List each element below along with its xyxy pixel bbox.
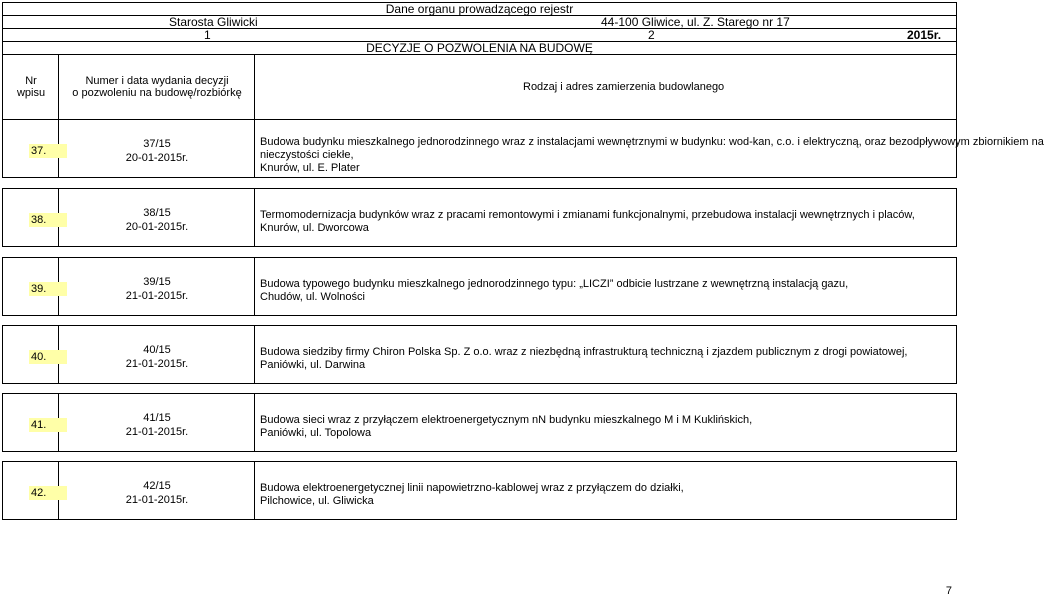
column-index-1: 1 [204, 28, 211, 42]
decision-number: 40/15 [143, 344, 171, 356]
entry-decision-cell [59, 189, 255, 246]
register-subtitle-text: DECYZJE O POZWOLENIA NA BUDOWĘ [366, 41, 593, 55]
column-headers [2, 54, 957, 120]
register-year: 2015r. [907, 28, 942, 42]
entry-decision-cell [59, 394, 255, 451]
entry-decision-cell [59, 258, 255, 315]
register-title [2, 2, 957, 16]
register-entry-row [2, 393, 957, 452]
entry-description-cell [255, 394, 956, 451]
entry-nr-cell [3, 120, 59, 177]
entry-description-line: Budowa budynku mieszkalnego jednorodzinnego wraz z instalacjami wewnętrznymi w budynku: wod-kan, c.o. i elektryczną, oraz bezodpływowym zbiornikiem na [260, 136, 1044, 148]
register-title-text: Dane organu prowadzącego rejestr [385, 2, 574, 16]
column-header-decision [59, 55, 255, 119]
entry-description-line: Budowa elektroenergetycznej linii napowietrzno-kablowej wraz z przyłączem do działki, [260, 482, 684, 494]
register-entry-row [2, 257, 957, 316]
entry-nr-cell [3, 258, 59, 315]
column-header-decision-line2: o pozwoleniu na budowę/rozbiórkę [72, 87, 242, 99]
entry-description-cell [255, 189, 956, 246]
entry-nr: 42. [29, 486, 67, 500]
entry-description-line: nieczystości ciekłe, [260, 149, 354, 161]
entry-nr: 41. [29, 418, 67, 432]
decision-date: 20-01-2015r. [125, 221, 189, 233]
entry-nr-cell [3, 394, 59, 451]
column-header-nr-line1: Nr [25, 75, 37, 87]
register-entry-row [2, 325, 957, 384]
entry-location: Knurów, ul. E. Plater [260, 162, 360, 174]
decision-date: 21-01-2015r. [125, 494, 189, 506]
column-header-nr-line2: wpisu [16, 87, 46, 99]
entry-decision-cell [59, 462, 255, 519]
decision-number: 42/15 [143, 480, 171, 492]
entry-nr-cell [3, 189, 59, 246]
organ-row [2, 15, 957, 29]
column-header-decision-line1: Numer i data wydania decyzji [85, 75, 229, 87]
entry-nr-cell [3, 462, 59, 519]
entry-location: Paniówki, ul. Topolowa [260, 427, 372, 439]
register-entry-row [2, 188, 957, 247]
column-header-nr [3, 55, 59, 119]
entry-description-cell [255, 120, 1044, 177]
page-number: 7 [945, 585, 952, 597]
entry-nr: 40. [29, 350, 67, 364]
decision-number: 38/15 [143, 207, 171, 219]
entry-description-line: Budowa sieci wraz z przyłączem elektroenergetycznym nN budynku mieszkalnego M i M Kuklińskich, [260, 414, 753, 426]
entry-description-line: Budowa typowego budynku mieszkalnego jednorodzinnego typu: „LICZI” odbicie lustrzane z wewnętrzną instalacją gazu, [260, 278, 849, 290]
entry-description-line: Budowa siedziby firmy Chiron Polska Sp. Z o.o. wraz z niezbędną infrastrukturą techniczną i zjazdem publicznym z drogi powiatowej, [260, 346, 908, 358]
decision-date: 21-01-2015r. [125, 290, 189, 302]
organ-name: Starosta Gliwicki [169, 15, 258, 29]
entry-decision-cell [59, 326, 255, 383]
register-entry-row [2, 461, 957, 520]
organ-address: 44-100 Gliwice, ul. Z. Starego nr 17 [601, 15, 790, 29]
register-entry-row [2, 119, 1044, 178]
entry-location: Pilchowice, ul. Gliwicka [260, 495, 374, 507]
decision-number: 41/15 [143, 412, 171, 424]
entry-nr-cell [3, 326, 59, 383]
entry-location: Knurów, ul. Dworcowa [260, 222, 369, 234]
decision-date: 20-01-2015r. [125, 152, 189, 164]
column-header-scope: Rodzaj i adres zamierzenia budowlanego [523, 81, 725, 93]
entry-description-line: Termomodernizacja budynków wraz z pracami remontowymi i zmianami funkcjonalnymi, przebudowa instalacji wewnętrznych i placów, [260, 209, 915, 221]
entry-location: Paniówki, ul. Darwina [260, 359, 366, 371]
entry-nr: 37. [29, 144, 67, 158]
register-subtitle [2, 41, 957, 55]
entry-decision-cell [59, 120, 255, 177]
entry-nr: 39. [29, 282, 67, 296]
entry-description-cell [255, 462, 956, 519]
column-index-2: 2 [648, 28, 655, 42]
decision-date: 21-01-2015r. [125, 426, 189, 438]
entry-description-cell [255, 258, 956, 315]
entry-location: Chudów, ul. Wolności [260, 291, 365, 303]
decision-number: 37/15 [143, 138, 171, 150]
entry-nr: 38. [29, 213, 67, 227]
decision-number: 39/15 [143, 276, 171, 288]
column-index-row [2, 28, 957, 42]
decision-date: 21-01-2015r. [125, 358, 189, 370]
entry-description-cell [255, 326, 956, 383]
